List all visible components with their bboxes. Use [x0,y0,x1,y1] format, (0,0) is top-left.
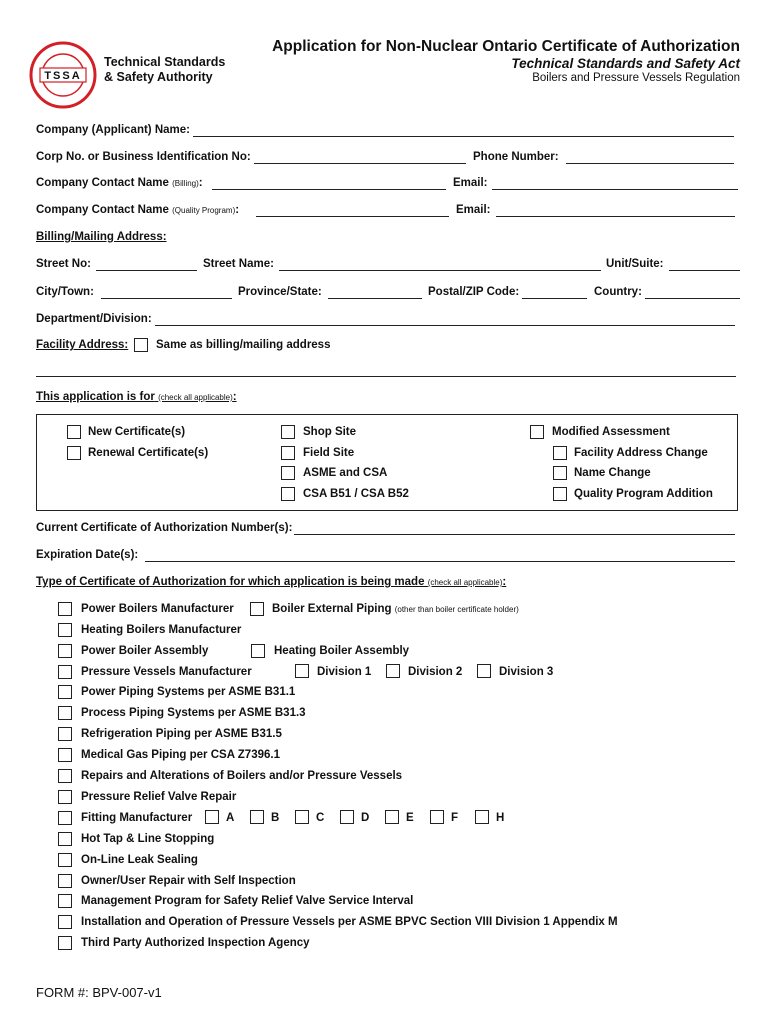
csa-b51-b52-checkbox[interactable] [281,487,295,501]
shop-site-label: Shop Site [303,426,357,438]
power-boilers-label: Power Boilers Manufacturer [81,603,234,615]
division-1-checkbox[interactable] [295,664,309,678]
unit-field[interactable] [669,270,740,271]
modified-assessment-checkbox[interactable] [530,425,544,439]
email-quality-label: Email: [456,204,491,216]
facility-address-change-checkbox[interactable] [553,446,567,460]
division-3-checkbox[interactable] [477,664,491,678]
application-for-text: This application is for [36,391,155,403]
org-line1: Technical Standards [104,55,226,69]
same-as-billing-label: Same as billing/mailing address [156,339,331,351]
billing-address-heading: Billing/Mailing Address: [36,231,167,243]
city-label: City/Town: [36,286,94,298]
management-program-checkbox[interactable] [58,894,72,908]
expiration-field[interactable] [145,561,735,562]
leak-sealing-checkbox[interactable] [58,853,72,867]
renewal-certificate-checkbox[interactable] [67,446,81,460]
leak-sealing-label: On-Line Leak Sealing [81,854,198,866]
heating-boilers-checkbox[interactable] [58,623,72,637]
application-for-small: (check all applicable) [158,393,233,402]
fitting-h-checkbox[interactable] [475,810,489,824]
fitting-manufacturer-checkbox[interactable] [58,811,72,825]
facility-address-label: Facility Address: [36,339,129,351]
postal-field[interactable] [522,298,587,299]
fitting-a-label: A [226,812,235,824]
medical-gas-piping-checkbox[interactable] [58,748,72,762]
appendix-m-checkbox[interactable] [58,915,72,929]
management-program-label: Management Program for Safety Relief Valve Service Interval [81,895,414,907]
pressure-vessels-checkbox[interactable] [58,665,72,679]
boiler-external-piping-checkbox[interactable] [250,602,264,616]
quality-program-addition-checkbox[interactable] [553,487,567,501]
name-change-checkbox[interactable] [553,466,567,480]
regulation-name: Boilers and Pressure Vessels Regulation [532,72,740,84]
field-site-label: Field Site [303,447,355,459]
province-label: Province/State: [238,286,322,298]
fitting-e-checkbox[interactable] [385,810,399,824]
fitting-b-label: B [271,812,280,824]
phone-label: Phone Number: [473,151,559,163]
same-as-billing-checkbox[interactable] [134,338,148,352]
country-label: Country: [594,286,642,298]
contact-quality-small: (Quality Program) [172,206,236,215]
shop-site-checkbox[interactable] [281,425,295,439]
corp-no-label: Corp No. or Business Identification No: [36,151,251,163]
pressure-vessels-label: Pressure Vessels Manufacturer [81,666,252,678]
process-piping-checkbox[interactable] [58,706,72,720]
tssa-logo [28,40,98,110]
division-2-label: Division 2 [408,666,463,678]
fitting-e-label: E [406,812,414,824]
asme-csa-label: ASME and CSA [303,467,388,479]
owner-user-repair-checkbox[interactable] [58,874,72,888]
current-certificate-field[interactable] [294,534,735,535]
fitting-c-label: C [316,812,325,824]
phone-field[interactable] [566,163,734,164]
form-number: FORM #: BPV-007-v1 [36,985,162,1000]
repairs-alterations-checkbox[interactable] [58,769,72,783]
relief-valve-repair-checkbox[interactable] [58,790,72,804]
province-field[interactable] [328,298,422,299]
application-for-heading: This application is for (check all applicable): [36,391,237,403]
company-name-field[interactable] [193,136,734,137]
hot-tap-label: Hot Tap & Line Stopping [81,833,215,845]
facility-address-change-label: Facility Address Change [574,447,708,459]
certificate-type-small: (check all applicable) [427,578,503,587]
certificate-type-text: Type of Certificate of Authorization for which application is being made [36,576,425,588]
heating-boilers-label: Heating Boilers Manufacturer [81,624,242,636]
fitting-d-checkbox[interactable] [340,810,354,824]
email-billing-label: Email: [453,177,488,189]
medical-gas-piping-label: Medical Gas Piping per CSA Z7396.1 [81,749,280,761]
heating-boiler-assembly-checkbox[interactable] [251,644,265,658]
fitting-b-checkbox[interactable] [250,810,264,824]
inspection-agency-label: Third Party Authorized Inspection Agency [81,937,310,949]
relief-valve-repair-label: Pressure Relief Valve Repair [81,791,237,803]
email-quality-field[interactable] [496,216,735,217]
company-name-label: Company (Applicant) Name: [36,124,190,136]
unit-label: Unit/Suite: [606,258,664,270]
refrigeration-piping-checkbox[interactable] [58,727,72,741]
process-piping-label: Process Piping Systems per ASME B31.3 [81,707,306,719]
postal-label: Postal/ZIP Code: [428,286,520,298]
appendix-m-label: Installation and Operation of Pressure Vessels per ASME BPVC Section VIII Division 1 Appendix M [81,916,618,928]
current-certificate-label: Current Certificate of Authorization Number(s): [36,522,293,534]
division-3-label: Division 3 [499,666,554,678]
field-site-checkbox[interactable] [281,446,295,460]
modified-assessment-label: Modified Assessment [552,426,670,438]
csa-b51-b52-label: CSA B51 / CSA B52 [303,488,409,500]
form-subtitle: Technical Standards and Safety Act [511,56,740,71]
contact-quality-text: Company Contact Name [36,204,169,216]
boiler-external-small: (other than boiler certificate holder) [394,605,519,614]
power-boiler-assembly-label: Power Boiler Assembly [81,645,209,657]
expiration-label: Expiration Date(s): [36,549,139,561]
fitting-h-label: H [496,812,505,824]
hot-tap-checkbox[interactable] [58,832,72,846]
email-billing-field[interactable] [492,189,738,190]
fitting-c-checkbox[interactable] [295,810,309,824]
city-field[interactable] [101,298,232,299]
power-boiler-assembly-checkbox[interactable] [58,644,72,658]
contact-billing-field[interactable] [212,189,446,190]
logo-text: TSSA [44,70,82,82]
street-no-label: Street No: [36,258,91,270]
new-certificate-checkbox[interactable] [67,425,81,439]
power-piping-checkbox[interactable] [58,685,72,699]
department-label: Department/Division: [36,313,152,325]
asme-csa-checkbox[interactable] [281,466,295,480]
division-2-checkbox[interactable] [386,664,400,678]
corp-no-field[interactable] [254,163,466,164]
name-change-label: Name Change [574,467,651,479]
org-line2: & Safety Authority [104,70,213,84]
power-boilers-checkbox[interactable] [58,602,72,616]
owner-user-repair-label: Owner/User Repair with Self Inspection [81,875,296,887]
boiler-external-piping-label [272,603,519,615]
org-name [104,55,225,85]
fitting-f-checkbox[interactable] [430,810,444,824]
street-name-label: Street Name: [203,258,274,270]
division-1-label: Division 1 [317,666,372,678]
street-name-field[interactable] [279,270,601,271]
contact-billing-label: Company Contact Name (Billing): [36,177,203,189]
fitting-f-label: F [451,812,459,824]
refrigeration-piping-label: Refrigeration Piping per ASME B31.5 [81,728,282,740]
contact-quality-field[interactable] [256,216,449,217]
form-title: Application for Non-Nuclear Ontario Certificate of Authorization [272,38,740,55]
fitting-a-checkbox[interactable] [205,810,219,824]
department-field[interactable] [155,325,735,326]
facility-address-field[interactable] [36,376,736,377]
contact-billing-small: (Billing) [172,179,199,188]
certificate-type-heading: Type of Certificate of Authorization for which application is being made (check all applicable): [36,576,507,588]
contact-billing-text: Company Contact Name [36,177,169,189]
quality-program-addition-label: Quality Program Addition [574,488,713,500]
renewal-certificate-label: Renewal Certificate(s) [88,447,209,459]
power-piping-label: Power Piping Systems per ASME B31.1 [81,686,296,698]
fitting-manufacturer-label: Fitting Manufacturer [81,812,193,824]
repairs-alterations-label: Repairs and Alterations of Boilers and/or Pressure Vessels [81,770,403,782]
street-no-field[interactable] [96,270,197,271]
new-certificate-label: New Certificate(s) [88,426,186,438]
heating-boiler-assembly-label: Heating Boiler Assembly [274,645,410,657]
contact-quality-label: Company Contact Name (Quality Program): [36,204,240,216]
fitting-d-label: D [361,812,370,824]
inspection-agency-checkbox[interactable] [58,936,72,950]
boiler-external-text: Boiler External Piping [272,603,392,615]
country-field[interactable] [645,298,740,299]
